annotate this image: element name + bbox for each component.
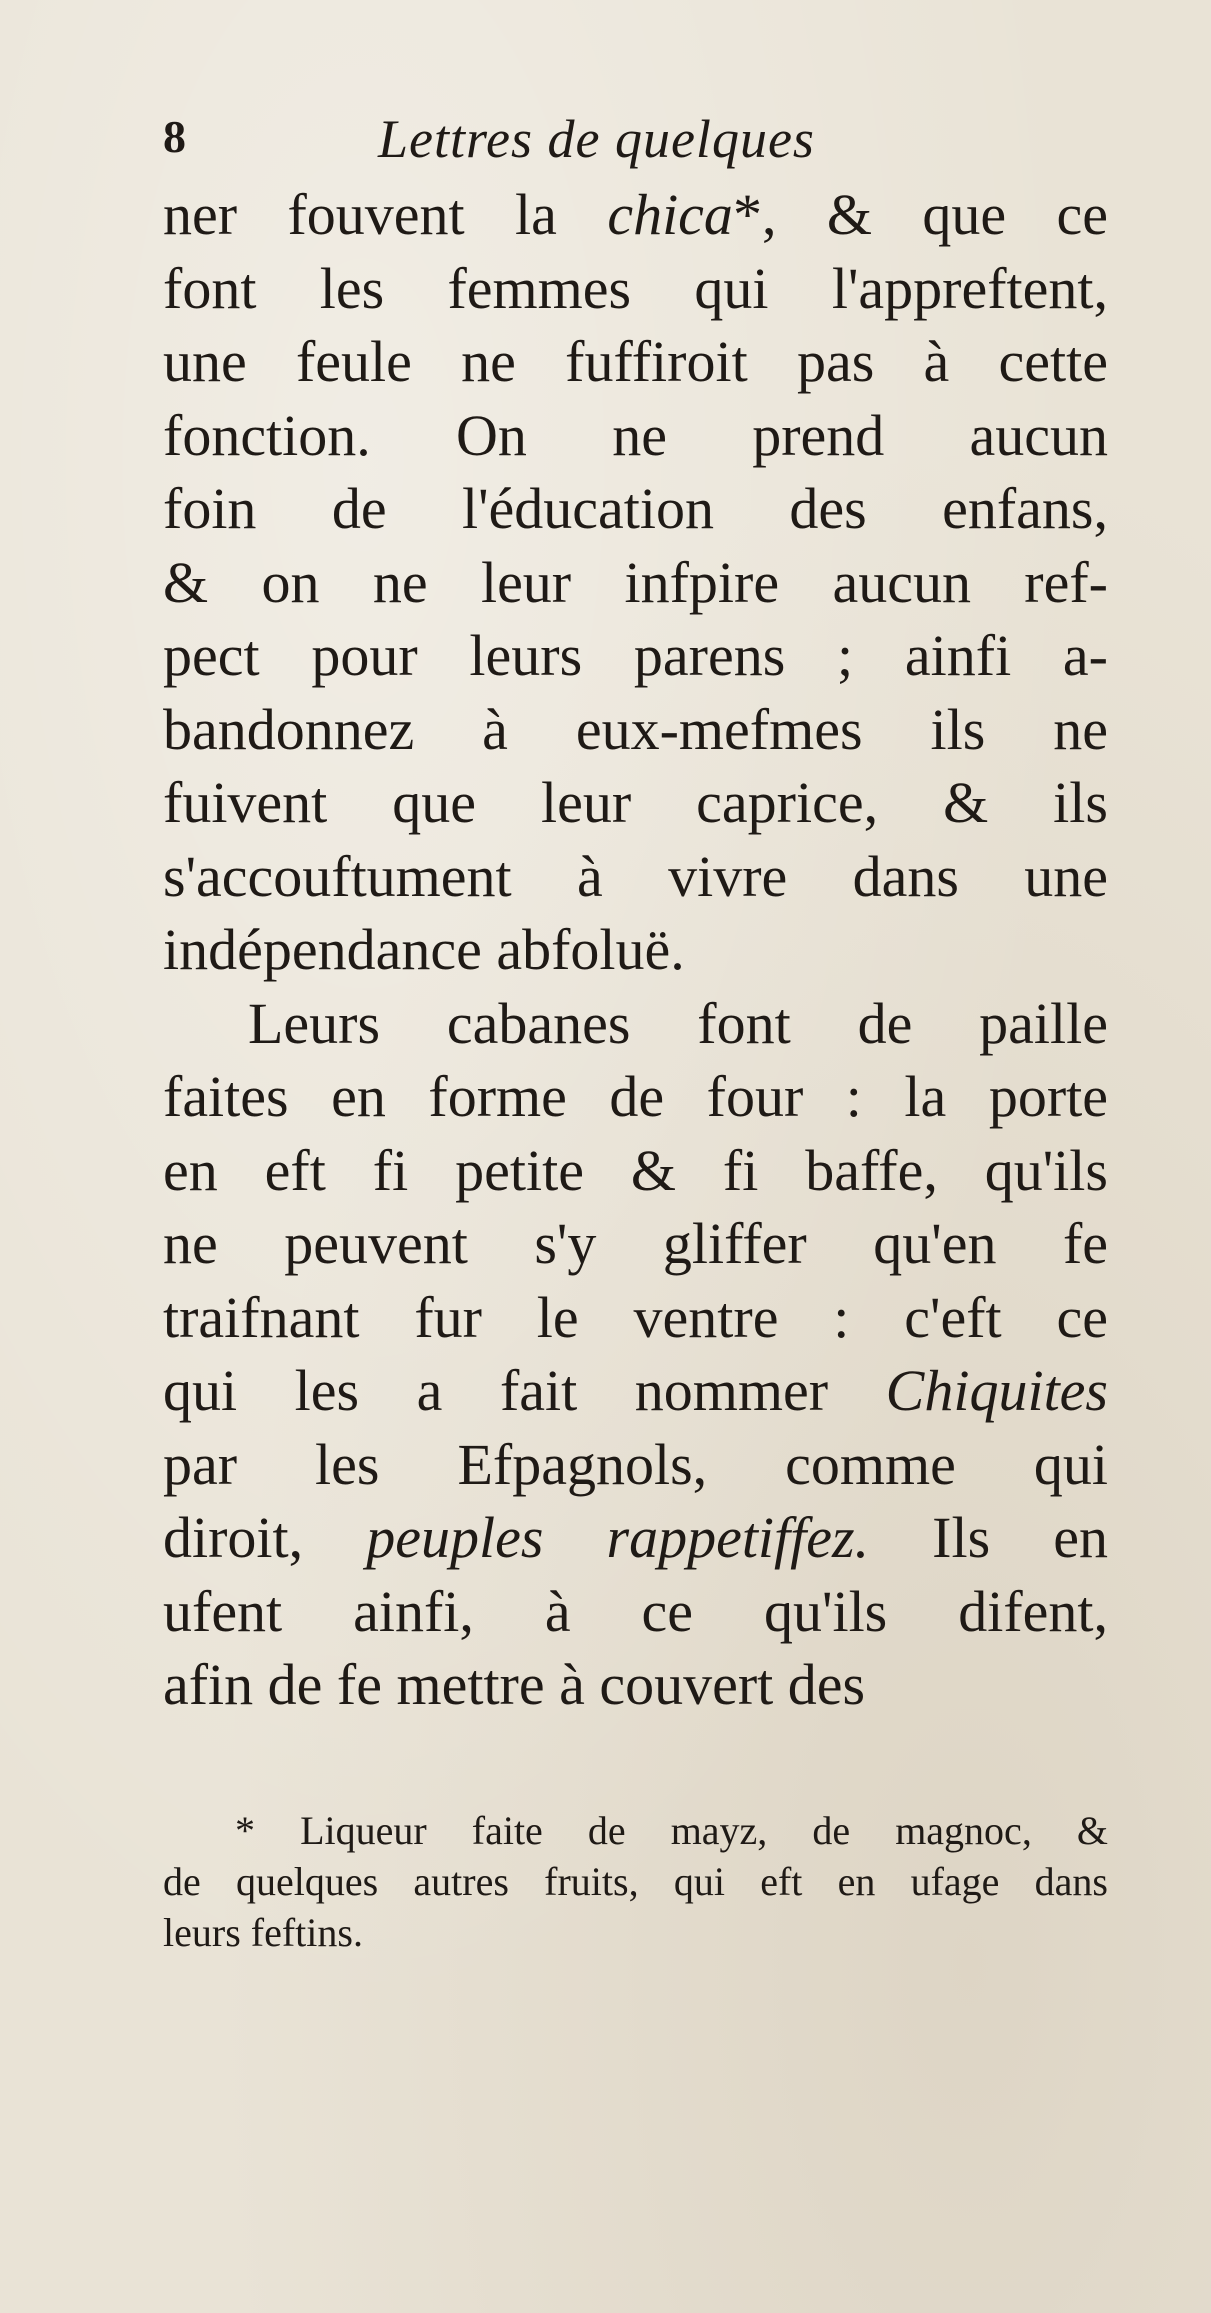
- footnote: [163, 1805, 1108, 1958]
- text-segment: ufent ainfi, à ce qu'ils difent,: [163, 1578, 1108, 1644]
- footnote-line: * Liqueur faite de mayz, de magnoc, &: [235, 1808, 1108, 1853]
- text-line: [163, 1501, 1108, 1575]
- text-line: [163, 619, 1108, 693]
- text-line: [163, 913, 1108, 987]
- text-line: [163, 1428, 1108, 1502]
- text-line: [163, 840, 1108, 914]
- text-segment: indépendance abfoluë.: [163, 917, 685, 982]
- text-segment: par les Efpagnols, comme qui: [163, 1431, 1108, 1497]
- text-segment: Leurs cabanes font de paille: [248, 990, 1108, 1056]
- text-line: [163, 252, 1108, 326]
- page-number: 8: [163, 111, 186, 162]
- text-line: [163, 766, 1108, 840]
- text-line: [163, 1134, 1108, 1208]
- text-segment: bandonnez à eux-mefmes ils ne: [163, 696, 1108, 762]
- italic-term: chica: [607, 182, 733, 247]
- text-line: [163, 472, 1108, 546]
- text-line: [163, 546, 1108, 620]
- text-line: [163, 1575, 1108, 1649]
- text-segment: qui les a fait nommer: [163, 1358, 886, 1423]
- text-line: [163, 178, 1108, 252]
- text-line: [163, 1281, 1108, 1355]
- text-segment: Ils en: [869, 1505, 1108, 1570]
- footnote-line: leurs feftins.: [163, 1910, 363, 1955]
- text-segment: font les femmes qui l'appreftent,: [163, 255, 1108, 321]
- text-line: [163, 325, 1108, 399]
- text-segment: une feule ne fuffiroit pas à cette: [163, 329, 1108, 394]
- running-head: Lettres de quelques: [378, 109, 815, 169]
- text-line: [163, 1354, 1108, 1428]
- text-segment: afin de fe mettre à couvert des: [163, 1652, 866, 1717]
- text-segment: fonction. On ne prend aucun: [163, 402, 1108, 468]
- text-segment: diroit,: [163, 1505, 367, 1570]
- page-header: [163, 100, 1063, 180]
- text-segment: pect pour leurs parens ; ainfi a-: [163, 623, 1108, 688]
- text-segment: en eft fi petite & fi baffe, qu'ils: [163, 1137, 1108, 1203]
- text-line: [163, 1060, 1108, 1134]
- text-line: [163, 1648, 1108, 1722]
- text-segment: faites en forme de four : la porte: [163, 1064, 1108, 1129]
- text-segment: ne peuvent s'y gliffer qu'en fe: [163, 1211, 1108, 1276]
- text-segment: fuivent que leur caprice, & ils: [163, 770, 1108, 835]
- text-segment: *, & que ce: [732, 182, 1109, 247]
- text-segment: foin de l'éducation des enfans,: [163, 476, 1108, 541]
- italic-term: peuples rappetiffez.: [366, 1505, 870, 1570]
- text-line: [163, 693, 1108, 767]
- body-text: [163, 178, 1108, 1722]
- footnote-line: de quelques autres fruits, qui eft en ufage dans: [163, 1859, 1108, 1904]
- text-line: [163, 1207, 1108, 1281]
- text-segment: traifnant fur le ventre : c'eft ce: [163, 1284, 1108, 1350]
- italic-term: Chiquites: [885, 1358, 1108, 1423]
- text-segment: s'accouftument à vivre dans une: [163, 843, 1108, 909]
- text-line: [163, 399, 1108, 473]
- text-segment: & on ne leur infpire aucun ref-: [163, 549, 1108, 615]
- text-segment: ner fouvent la: [163, 182, 608, 247]
- text-line: [163, 987, 1108, 1061]
